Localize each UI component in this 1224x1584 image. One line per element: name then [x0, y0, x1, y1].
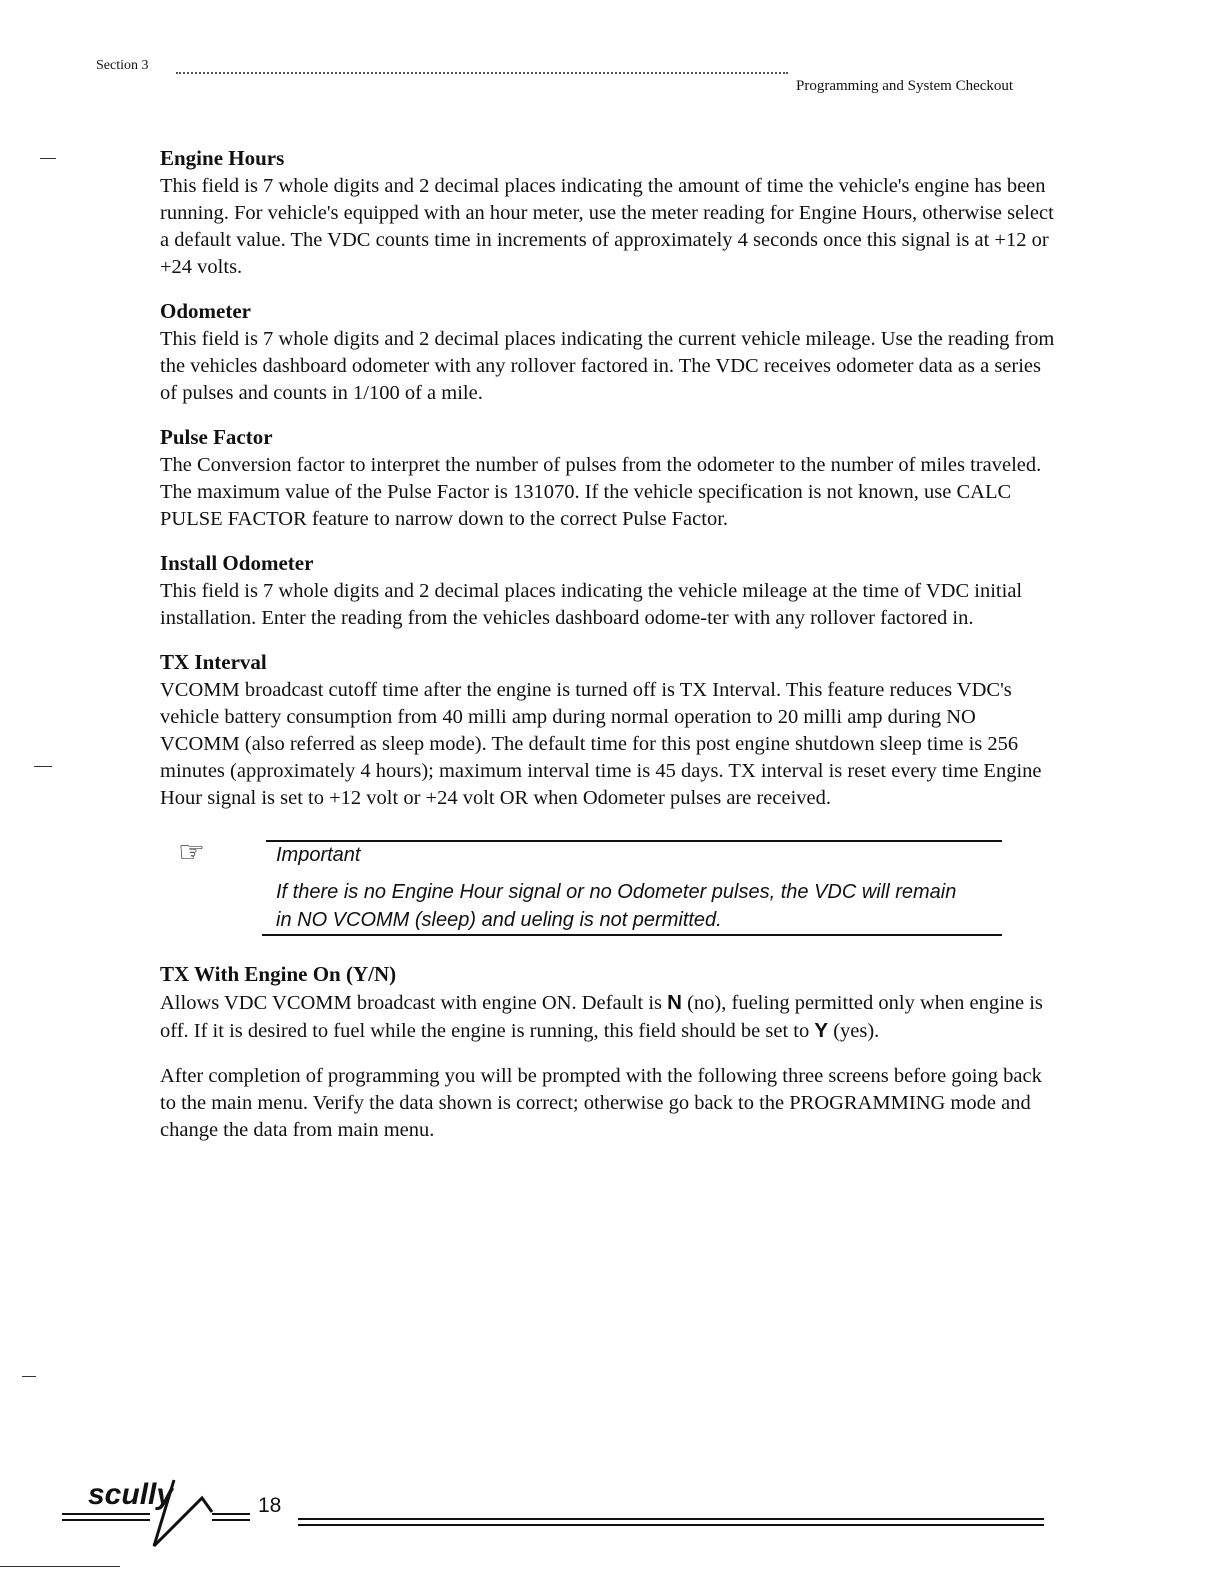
text-part: Allows VDC VCOMM broadcast with engine ON. Default is [160, 992, 668, 1014]
default-value-n: N [667, 991, 682, 1014]
value-y: Y [814, 1019, 829, 1042]
note-bottom-rule [262, 934, 1002, 936]
note-top-rule [266, 840, 1002, 842]
field-entry-install-odometer [160, 551, 1060, 632]
entry-heading: TX With Engine On (Y/N) [160, 962, 397, 986]
closing-paragraph [160, 1063, 1060, 1144]
entry-text: This field is 7 whole digits and 2 decimal places indicating the current vehicle mileage. Use the reading from the vehicles dashboard odometer with any rollover factored in. The VDC receives odometer data as a series of pulses and counts in 1/100 of a mile. [160, 328, 1055, 404]
field-entry-engine-hours [160, 146, 1060, 281]
margin-mark [22, 1376, 36, 1377]
field-entry-pulse-factor [160, 425, 1060, 533]
entry-text: This field is 7 whole digits and 2 decimal places indicating the amount of time the vehicle's engine has been running. For vehicle's equipped with an hour meter, use the meter reading for Engine Hours, otherwise select a default value. The VDC counts time in increments of approximately 4 seconds once this signal is at +12 or +24 volts. [160, 175, 1054, 278]
closing-text: After completion of programming you will be prompted with the following three screens before going back to the main menu. Verify the data shown is correct; otherwise go back to the PROGRAMMING mode and change the data from main menu. [160, 1065, 1042, 1141]
margin-mark [0, 1566, 120, 1567]
entry-heading: Install Odometer [160, 551, 314, 575]
text-part: (yes). [828, 1020, 880, 1042]
entry-text [160, 989, 1060, 1045]
margin-mark [34, 766, 52, 767]
field-entry-odometer [160, 299, 1060, 407]
note-title: Important [276, 844, 361, 866]
scully-logo-graphic [62, 1468, 252, 1558]
pointing-hand-icon: ☞ [178, 835, 205, 870]
footer-double-rule [298, 1518, 1044, 1526]
header-dot-leader [176, 62, 788, 74]
margin-mark [40, 158, 56, 159]
note-text: If there is no Engine Hour signal or no Odometer pulses, the VDC will remain in NO VCOMM (sleep) and ueling is not permitted. [276, 881, 957, 931]
body-content [160, 146, 1060, 1144]
entry-text: This field is 7 whole digits and 2 decimal places indicating the vehicle mileage at the time of VDC initial installation. Enter the reading from the vehicles dashboard odome-ter with any rollover factored in. [160, 580, 1023, 629]
entry-text: The Conversion factor to interpret the number of pulses from the odometer to the number of miles traveled. The maximum value of the Pulse Factor is 131070. If the vehicle specification is not known, use CALC PULSE FACTOR feature to narrow down to the correct Pulse Factor. [160, 454, 1042, 530]
entry-heading: Odometer [160, 299, 251, 323]
header-section-label: Section 3 [96, 58, 149, 73]
entry-heading: TX Interval [160, 650, 267, 674]
header-chapter-title: Programming and System Checkout [796, 78, 1014, 94]
field-entry-tx-with-engine-on [160, 962, 1060, 1045]
important-note [178, 830, 982, 940]
scully-logo [62, 1468, 252, 1558]
page-number: 18 [258, 1494, 282, 1517]
text-part: (no), fueling permitted only when engine is off. If it is desired to fuel while the engine is running, this field should be set to [160, 992, 1043, 1042]
entry-text: VCOMM broadcast cutoff time after the engine is turned off is TX Interval. This feature reduces VDC's vehicle battery consumption from 40 milli amp during normal operation to 20 milli amp during NO VCOMM (also referred as sleep mode). The default time for this post engine shutdown sleep time is 256 minutes (approximately 4 hours); maximum interval time is 45 days. TX interval is reset every time Engine Hour signal is set to +12 volt or +24 volt OR when Odometer pulses are received. [160, 679, 1042, 809]
field-entry-tx-interval [160, 650, 1060, 812]
logo-wordmark: scully [88, 1478, 174, 1511]
entry-heading: Pulse Factor [160, 425, 273, 449]
entry-heading: Engine Hours [160, 146, 285, 170]
